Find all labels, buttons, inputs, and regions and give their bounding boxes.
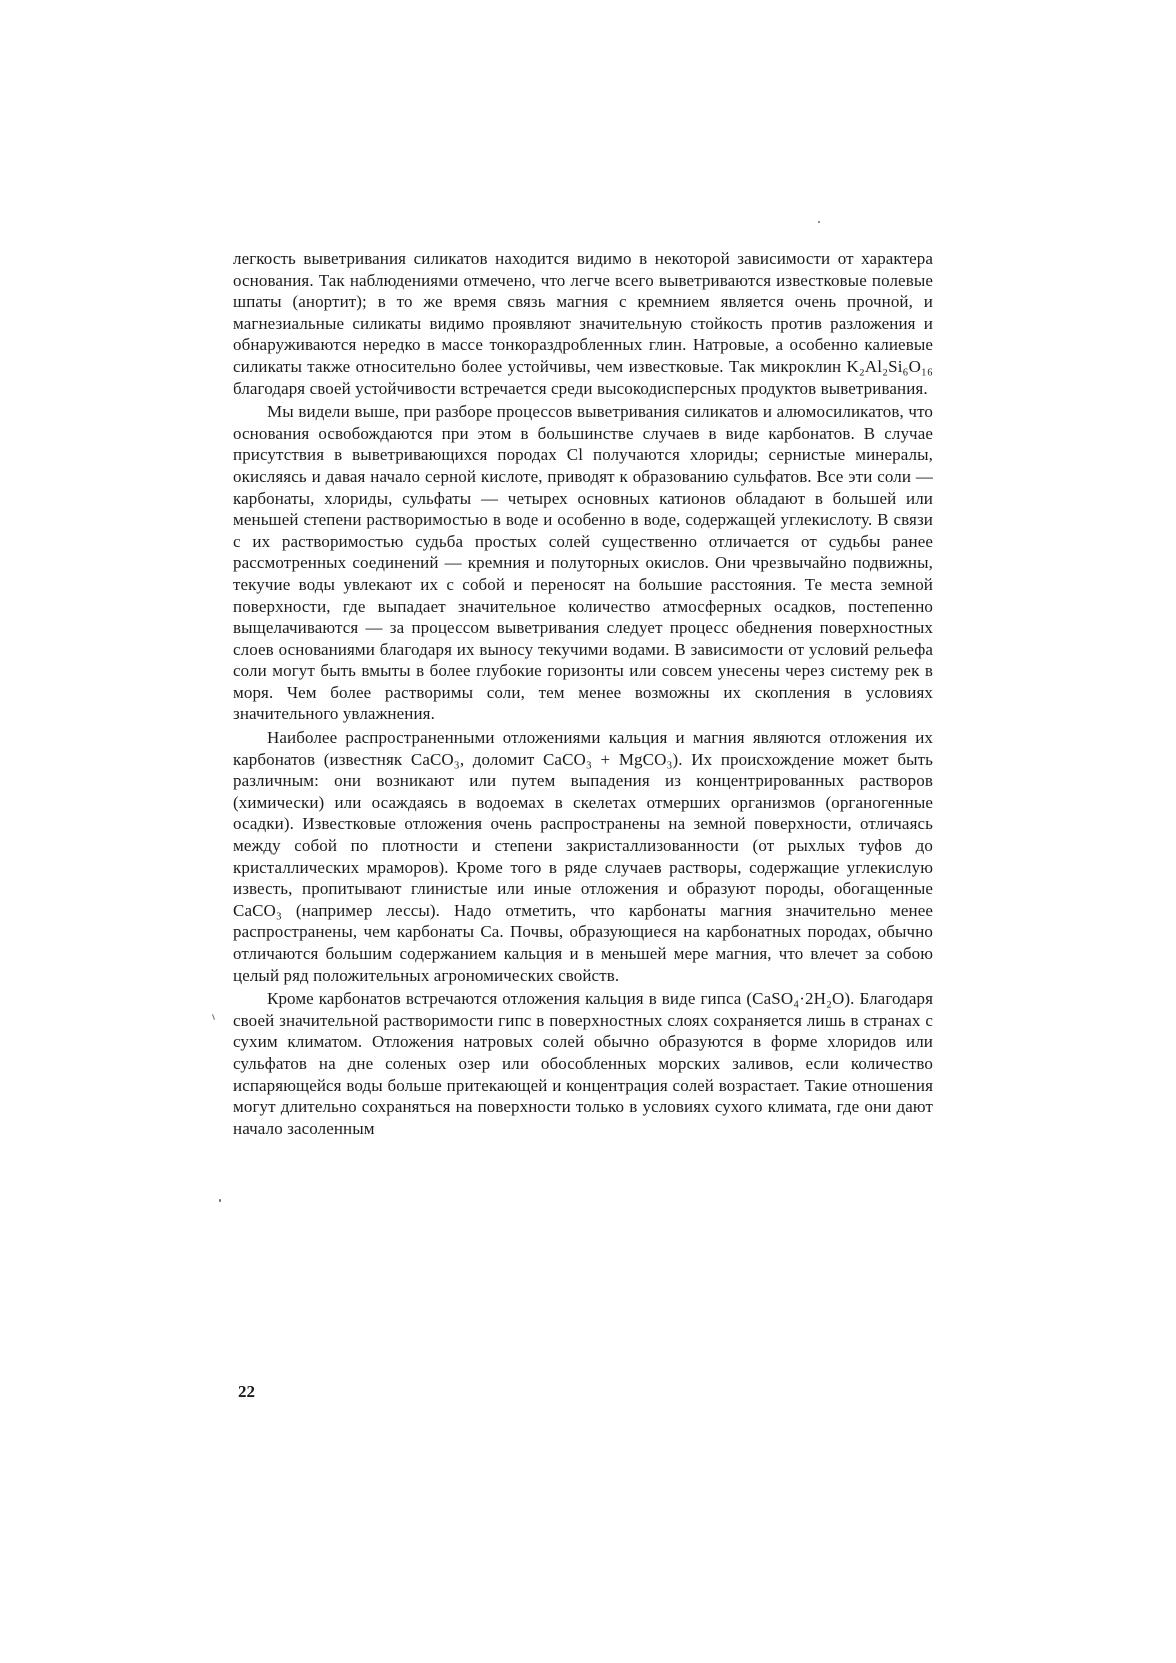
scan-speck [219,1199,221,1202]
scan-speck [818,221,820,223]
body-text [233,248,933,1139]
paragraph-1: легкость выветривания силикатов находится видимо в некоторой зависимости от характера основания. Так наблюдениями отмечено, что легче всего выветриваются известковые полевые шпаты (анортит); в то же время связь магния с кремнием является очень прочной, и магнезиальные силикаты видимо проявляют значительную стойкость против разложения и обнаруживаются нередко в массе тонкораздробленных глин. Натровые, а особенно калиевые силикаты также относительно более устойчивы, чем известковые. Так микроклин K₂Al₂Si₆O₁₆ благодаря своей устойчивости встречается среди высокодисперсных продуктов выветривания. [233,249,933,398]
scan-speck [212,1014,215,1020]
page-number: 22 [238,1382,255,1401]
paragraph-2: Мы видели выше, при разборе процессов выветривания силикатов и алюмосиликатов, что основания освобождаются при этом в большинстве случаев в виде карбонатов. В случае присутствия в выветривающихся породах Cl получаются хлориды; сернистые минералы, окисляясь и давая начало серной кислоте, приводят к образованию сульфатов. Все эти соли — карбонаты, хлориды, сульфаты — четырех основных катионов обладают в большей или меньшей степени растворимостью в воде и особенно в воде, содержащей углекислоту. В связи с их растворимостью судьба простых солей существенно отличается от судьбы ранее рассмотренных соединений — кремния и полуторных окислов. Они чрезвычайно подвижны, текучие воды увлекают их с собой и переносят на большие расстояния. Те места земной поверхности, где выпадает значительное количество атмосферных осадков, постепенно выщелачиваются — за процессом выветривания следует процесс обеднения поверхностных слоев основаниями благодаря их выносу текучими водами. В зависимости от условий рельефа соли могут быть вмыты в более глубокие горизонты или совсем унесены через систему рек в моря. Чем более растворимы соли, тем менее возможны их скопления в условиях значительного увлажнения. [233,402,933,724]
paragraph-4: Кроме карбонатов встречаются отложения кальция в виде гипса (CaSO₄·2H₂O). Благодаря своей значительной растворимости гипс в поверхностных слоях сохраняется лишь в странах с сухим климатом. Отложения натровых солей обычно образуются в форме хлоридов или сульфатов на дне соленых озер или обособленных морских заливов, если количество испаряющейся воды больше притекающей и концентрация солей возрастает. Такие отношения могут длительно сохраняться на поверхности только в условиях сухого климата, где они дают начало засоленным [233,989,933,1138]
paragraph-3: Наиболее распространенными отложениями кальция и магния являются отложения их карбонатов (известняк CaCO₃, доломит CaCO₃ + MgCO₃). Их происхождение может быть различным: они возникают или путем выпадения из концентрированных растворов (химически) или осаждаясь в водоемах в скелетах отмерших организмов (органогенные осадки). Известковые отложения очень распространены на земной поверхности, отличаясь между собой по плотности и степени закристаллизованности (от рыхлых туфов до кристаллических мраморов). Кроме того в ряде случаев растворы, содержащие углекислую известь, пропитывают глинистые или иные отложения и образуют породы, обогащенные CaCO₃ (например лессы). Надо отметить, что карбонаты магния значительно менее распространены, чем карбонаты Ca. Почвы, образующиеся на карбонатных породах, обычно отличаются большим содержанием кальция и в меньшей мере магния, что влечет за собою целый ряд положительных агрономических свойств. [233,728,933,985]
